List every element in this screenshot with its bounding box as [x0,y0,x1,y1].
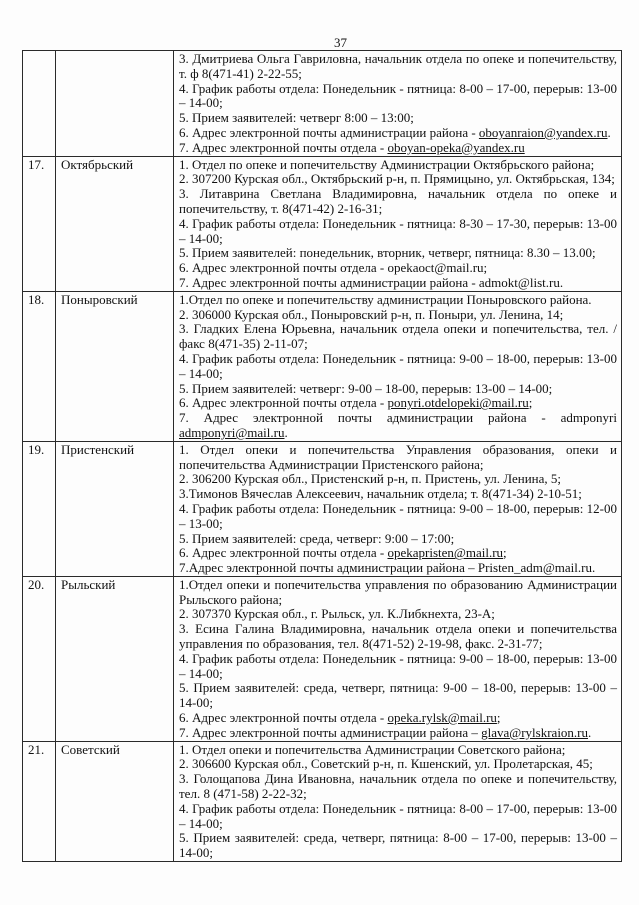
address-item: 2. 306600 Курская обл., Советский р-н, п. Кшенский, ул. Пролетарская, 45; [179,756,593,772]
item-text: 6. Адрес электронной почты администрации района - [179,124,479,140]
department-item: 1. Отдел опеки и попечительства Администрации Советского района; [179,741,566,757]
item-text: 6. Адрес электронной почты отдела - [179,710,388,726]
department-email-item [179,711,617,726]
row-number: 20. [23,576,56,741]
address-item: 2. 306200 Курская обл., Пристенский р-н, п. Пристень, ул. Ленина, 5; [179,471,561,487]
head-item: 3. Гладких Елена Юрьевна, начальник отдела опеки и попечительства, тел. /факс 8(471-35) 2-11-07; [179,321,617,352]
district-name: Пристенский [56,441,174,576]
district-name: Рыльский [56,576,174,741]
item-text-tail: ; [528,395,533,411]
district-info [174,576,622,741]
reception-item: 5. Прием заявителей: среда, четверг, пятница: 9-00 – 18-00, перерыв: 13-00 – 14-00; [179,680,617,711]
email-link[interactable]: ponyri.otdelopeki@mail.ru [387,395,529,411]
item-text: 6. Адрес электронной почты отдела - [179,395,388,411]
schedule-item: 4. График работы отдела: Понедельник - пятница: 8-30 – 17-30, перерыв: 13-00 – 14-00; [179,215,617,246]
email-link[interactable]: oboyanraion@yandex.ru [478,124,608,140]
address-item: 2. 307370 Курская обл., г. Рыльск, ул. К.Либкнехта, 23-А; [179,606,495,622]
email-link[interactable]: admponyri@mail.ru [179,424,285,440]
row-number [23,51,56,157]
email-link[interactable]: oboyan-opeka@yandex.ru [387,139,525,155]
head-item: 3.Тимонов Вячеслав Алексеевич, начальник отдела; т. 8(471-34) 2-10-51; [179,486,582,502]
department-item: 1. Отдел опеки и попечительства Управления образования, опеки и попечительства Администрации Пристенского района; [179,441,617,472]
reception-item: 5. Прием заявителей: понедельник, вторник, четверг, пятница: 8.30 – 13.00; [179,245,596,261]
administration-email-item [179,126,617,141]
row-number: 19. [23,441,56,576]
department-email-item [179,141,617,156]
head-item: 3. Голощапова Дина Ивановна, начальник отдела по опеке и попечительству, тел. 8 (471-58) 2-22-32; [179,771,617,802]
district-name: Поныровский [56,291,174,441]
table-row [23,156,622,291]
reception-item: 5. Прием заявителей: четверг 8:00 – 13:00; [179,110,414,126]
item-text-tail: ; [503,545,507,561]
schedule-item: 4. График работы отдела: Понедельник - пятница: 8-00 – 17-00, перерыв: 13-00 – 14-00; [179,80,617,111]
head-item: 3. Дмитриева Ольга Гавриловна, начальник отдела по опеке и попечительству, т. ф 8(471-41) 2-22-55; [179,51,617,81]
item-text: 7. Адрес электронной почты администрации района – [179,724,482,740]
page-number: 37 [334,35,347,50]
table-row [23,441,622,576]
item-text: 7. Адрес электронной почты администрации района - admponyri [179,410,617,426]
email-link[interactable]: opeka.rylsk@mail.ru [387,710,497,726]
item-text-tail: . [284,424,288,440]
department-email-item [179,546,617,561]
department-email-item: 6. Адрес электронной почты отдела - opekaoct@mail.ru; [179,260,488,276]
district-info [174,156,622,291]
address-item: 2. 306000 Курская обл., Поныровский р-н, п. Поныри, ул. Ленина, 14; [179,306,564,322]
item-text-tail: . [588,724,592,740]
district-info [174,741,622,861]
administration-email-item [179,411,617,441]
department-item: 1.Отдел опеки и попечительства управления по образованию Администрации Рыльского района; [179,576,617,607]
reception-item: 5. Прием заявителей: среда, четверг: 9:00 – 17:00; [179,530,455,546]
item-text: 7. Адрес электронной почты отдела - [179,139,388,155]
row-number: 21. [23,741,56,861]
reception-item: 5. Прием заявителей: четверг: 9-00 – 18-00, перерыв: 13-00 – 14-00; [179,380,553,396]
table-row [23,576,622,741]
item-text-tail: ; [496,710,501,726]
row-number: 18. [23,291,56,441]
schedule-item: 4. График работы отдела: Понедельник - пятница: 8-00 – 17-00, перерыв: 13-00 – 14-00; [179,800,617,831]
schedule-item: 4. График работы отдела: Понедельник - пятница: 9-00 – 18-00, перерыв: 12-00 – 13-00; [179,500,617,531]
schedule-item: 4. График работы отдела: Понедельник - пятница: 9-00 – 18-00, перерыв: 13-00 – 14-00; [179,650,617,681]
item-text-tail: . [607,124,611,140]
administration-email-item: 7.Адрес электронной почты администрации района – Pristen_adm@mail.ru. [179,560,596,576]
schedule-item: 4. График работы отдела: Понедельник - пятница: 9-00 – 18-00, перерыв: 13-00 – 14-00; [179,350,617,381]
department-email-item [179,396,617,411]
department-item: 1.Отдел по опеке и попечительству администрации Поныровского района. [179,291,592,307]
district-info [174,441,622,576]
district-info [174,51,622,157]
district-info [174,291,622,441]
address-item: 2. 307200 Курская обл., Октябрьский р-н, п. Прямицыно, ул. Октябрьская, 134; [179,171,615,187]
district-name [56,51,174,157]
department-item: 1. Отдел по опеке и попечительству Администрации Октябрьского района; [179,156,595,172]
administration-email-item [179,726,617,741]
reception-item: 5. Прием заявителей: среда, четверг, пятница: 8-00 – 17-00, перерыв: 13-00 – 14-00; [179,830,617,861]
district-name: Советский [56,741,174,861]
table-row [23,741,622,861]
administration-email-item: 7. Адрес электронной почты администрации района - admokt@list.ru. [179,274,564,290]
email-link[interactable]: glava@rylskraion.ru [481,724,589,740]
head-item: 3. Есина Галина Владимировна, начальник отдела опеки и попечительства управления по образования, тел. 8(471-52) 2-19-98, факс. 2-31-77; [179,621,617,652]
item-text: 6. Адрес электронной почты отдела - [179,545,388,561]
row-number: 17. [23,156,56,291]
table-row [23,51,622,157]
table-row [23,291,622,441]
district-name: Октябрьский [56,156,174,291]
email-link[interactable]: opekapristen@mail.ru [387,545,504,561]
head-item: 3. Литаврина Светлана Владимировна, начальник отдела по опеке и попечительству, т. 8(471-42) 2-16-31; [179,186,617,216]
guardianship-departments-table [22,50,622,862]
